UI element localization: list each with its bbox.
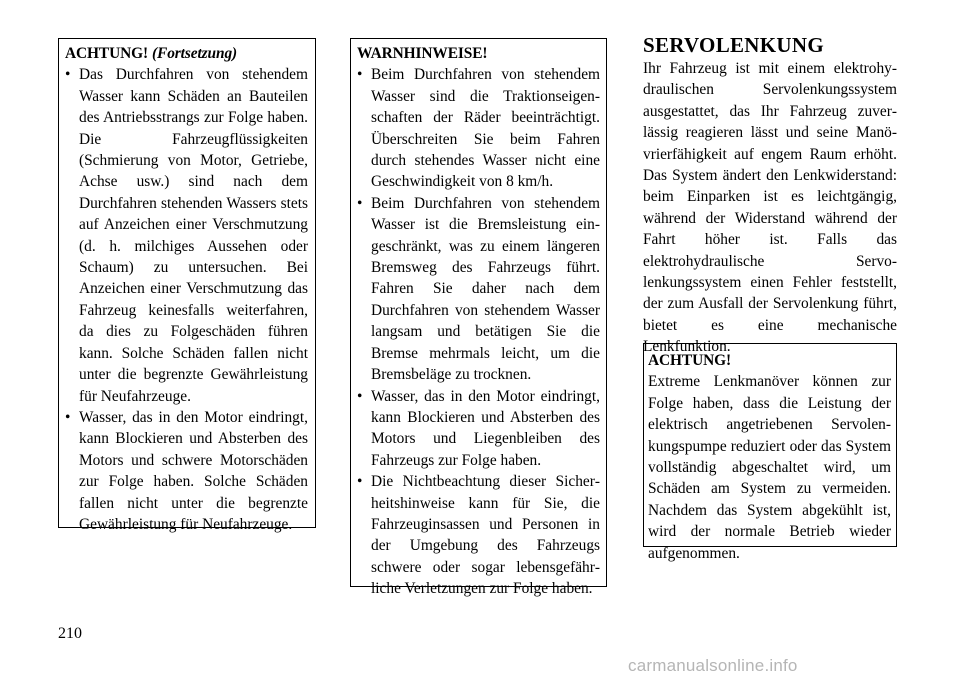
page-number: 210 (58, 625, 82, 642)
warning-title: ACHTUNG! (Fortsetzung) (65, 45, 238, 62)
warning-item: • Beim Durchfahren von stehendem Wasser ist die Bremsleistung eingeschränkt, was zu einem längeren Bremsweg des Fahrzeugs führt. Fahren Sie daher nach dem Durchfahren von stehendem Wasser langsam und betätigen Sie die Bremse mehrmals leicht, um die Bremsbeläge zu trocknen. (357, 193, 600, 386)
warning-list (65, 64, 308, 535)
warning-item: • Wasser, das in den Motor eindringt, kann Blockieren und Absterben des Motors und schwere Motorschäden zur Folge haben. Solche Schäden fallen nicht unter die begrenzte Gewährleistung für Neufahrzeuge. (65, 407, 308, 535)
warning-item: • Wasser, das in den Motor eindringt, kann Blockieren und Absterben des Motors und Liegenbleiben des Fahrzeugs zur Folge haben. (357, 386, 600, 472)
section-paragraph: Ihr Fahrzeug ist mit einem elektrohydraulischen Servolenkungssystem ausgestattet, das Ihr Fahrzeug zuverlässig reagieren lässt und seine Manövrierfähigkeit auf engem Raum erhöht. Das System ändert den Lenkwiderstand: beim Einparken ist es leichtgängig, während der Widerstand während der Fahrt höher ist. Falls das elektrohydraulische Servolenkungssystem einen Fehler feststellt, der zum Ausfall der Servolenkung führt, bietet es eine mechanische Lenkfunktion. (643, 60, 897, 356)
caution-text: Extreme Lenkmanöver können zur Folge haben, dass die Leistung der elektrisch angetriebenen Servolenkungspumpe reduziert oder das System vollständig abgeschaltet wird, um Schäden am System zu vermeiden. Nachdem das System abgekühlt ist, wird der normale Betrieb wieder aufgenommen. (648, 373, 891, 562)
warning-item: • Das Durchfahren von stehendem Wasser kann Schäden an Bauteilen des Antriebsstrangs zur Folge haben. Die Fahrzeugflüssigkeiten (Schmierung von Motor, Getriebe, Achse usw.) sind nach dem Durchfahren stehenden Wassers stets auf Anzeichen einer Verschmutzung (d. h. milchiges Aussehen oder Schaum) zu untersuchen. Bei Anzeichen einer Verschmutzung das Fahrzeug keinesfalls weiterfahren, da dies zu Folgeschäden führen kann. Solche Schäden fallen nicht unter die begrenzte Gewährleistung für Neufahrzeuge. (65, 64, 308, 407)
section-heading: SERVOLENKUNG (643, 33, 824, 57)
warning-item: • Die Nichtbeachtung dieser Sicherheitshinweise kann für Sie, die Fahrzeuginsassen und Personen in der Umgebung des Fahrzeugs schwere oder sogar lebensgefährliche Verletzungen zur Folge haben. (357, 471, 600, 599)
warning-box-continued (58, 38, 316, 533)
warnings-box (350, 38, 607, 598)
caution-title: ACHTUNG! (648, 352, 731, 369)
warnings-list (357, 64, 600, 599)
continuation-note: (Fortsetzung) (152, 45, 238, 62)
watermark: carmanualsonline.info (628, 656, 798, 675)
caution-box (643, 343, 897, 562)
warning-item: • Beim Durchfahren von stehendem Wasser sind die Traktionseigenschaften der Räder beeinträchtigt. Überschreiten Sie beim Fahren durch stehendes Wasser nicht eine Geschwindigkeit von 8 km/h. (357, 64, 600, 192)
warnings-title: WARNHINWEISE! (357, 45, 488, 62)
